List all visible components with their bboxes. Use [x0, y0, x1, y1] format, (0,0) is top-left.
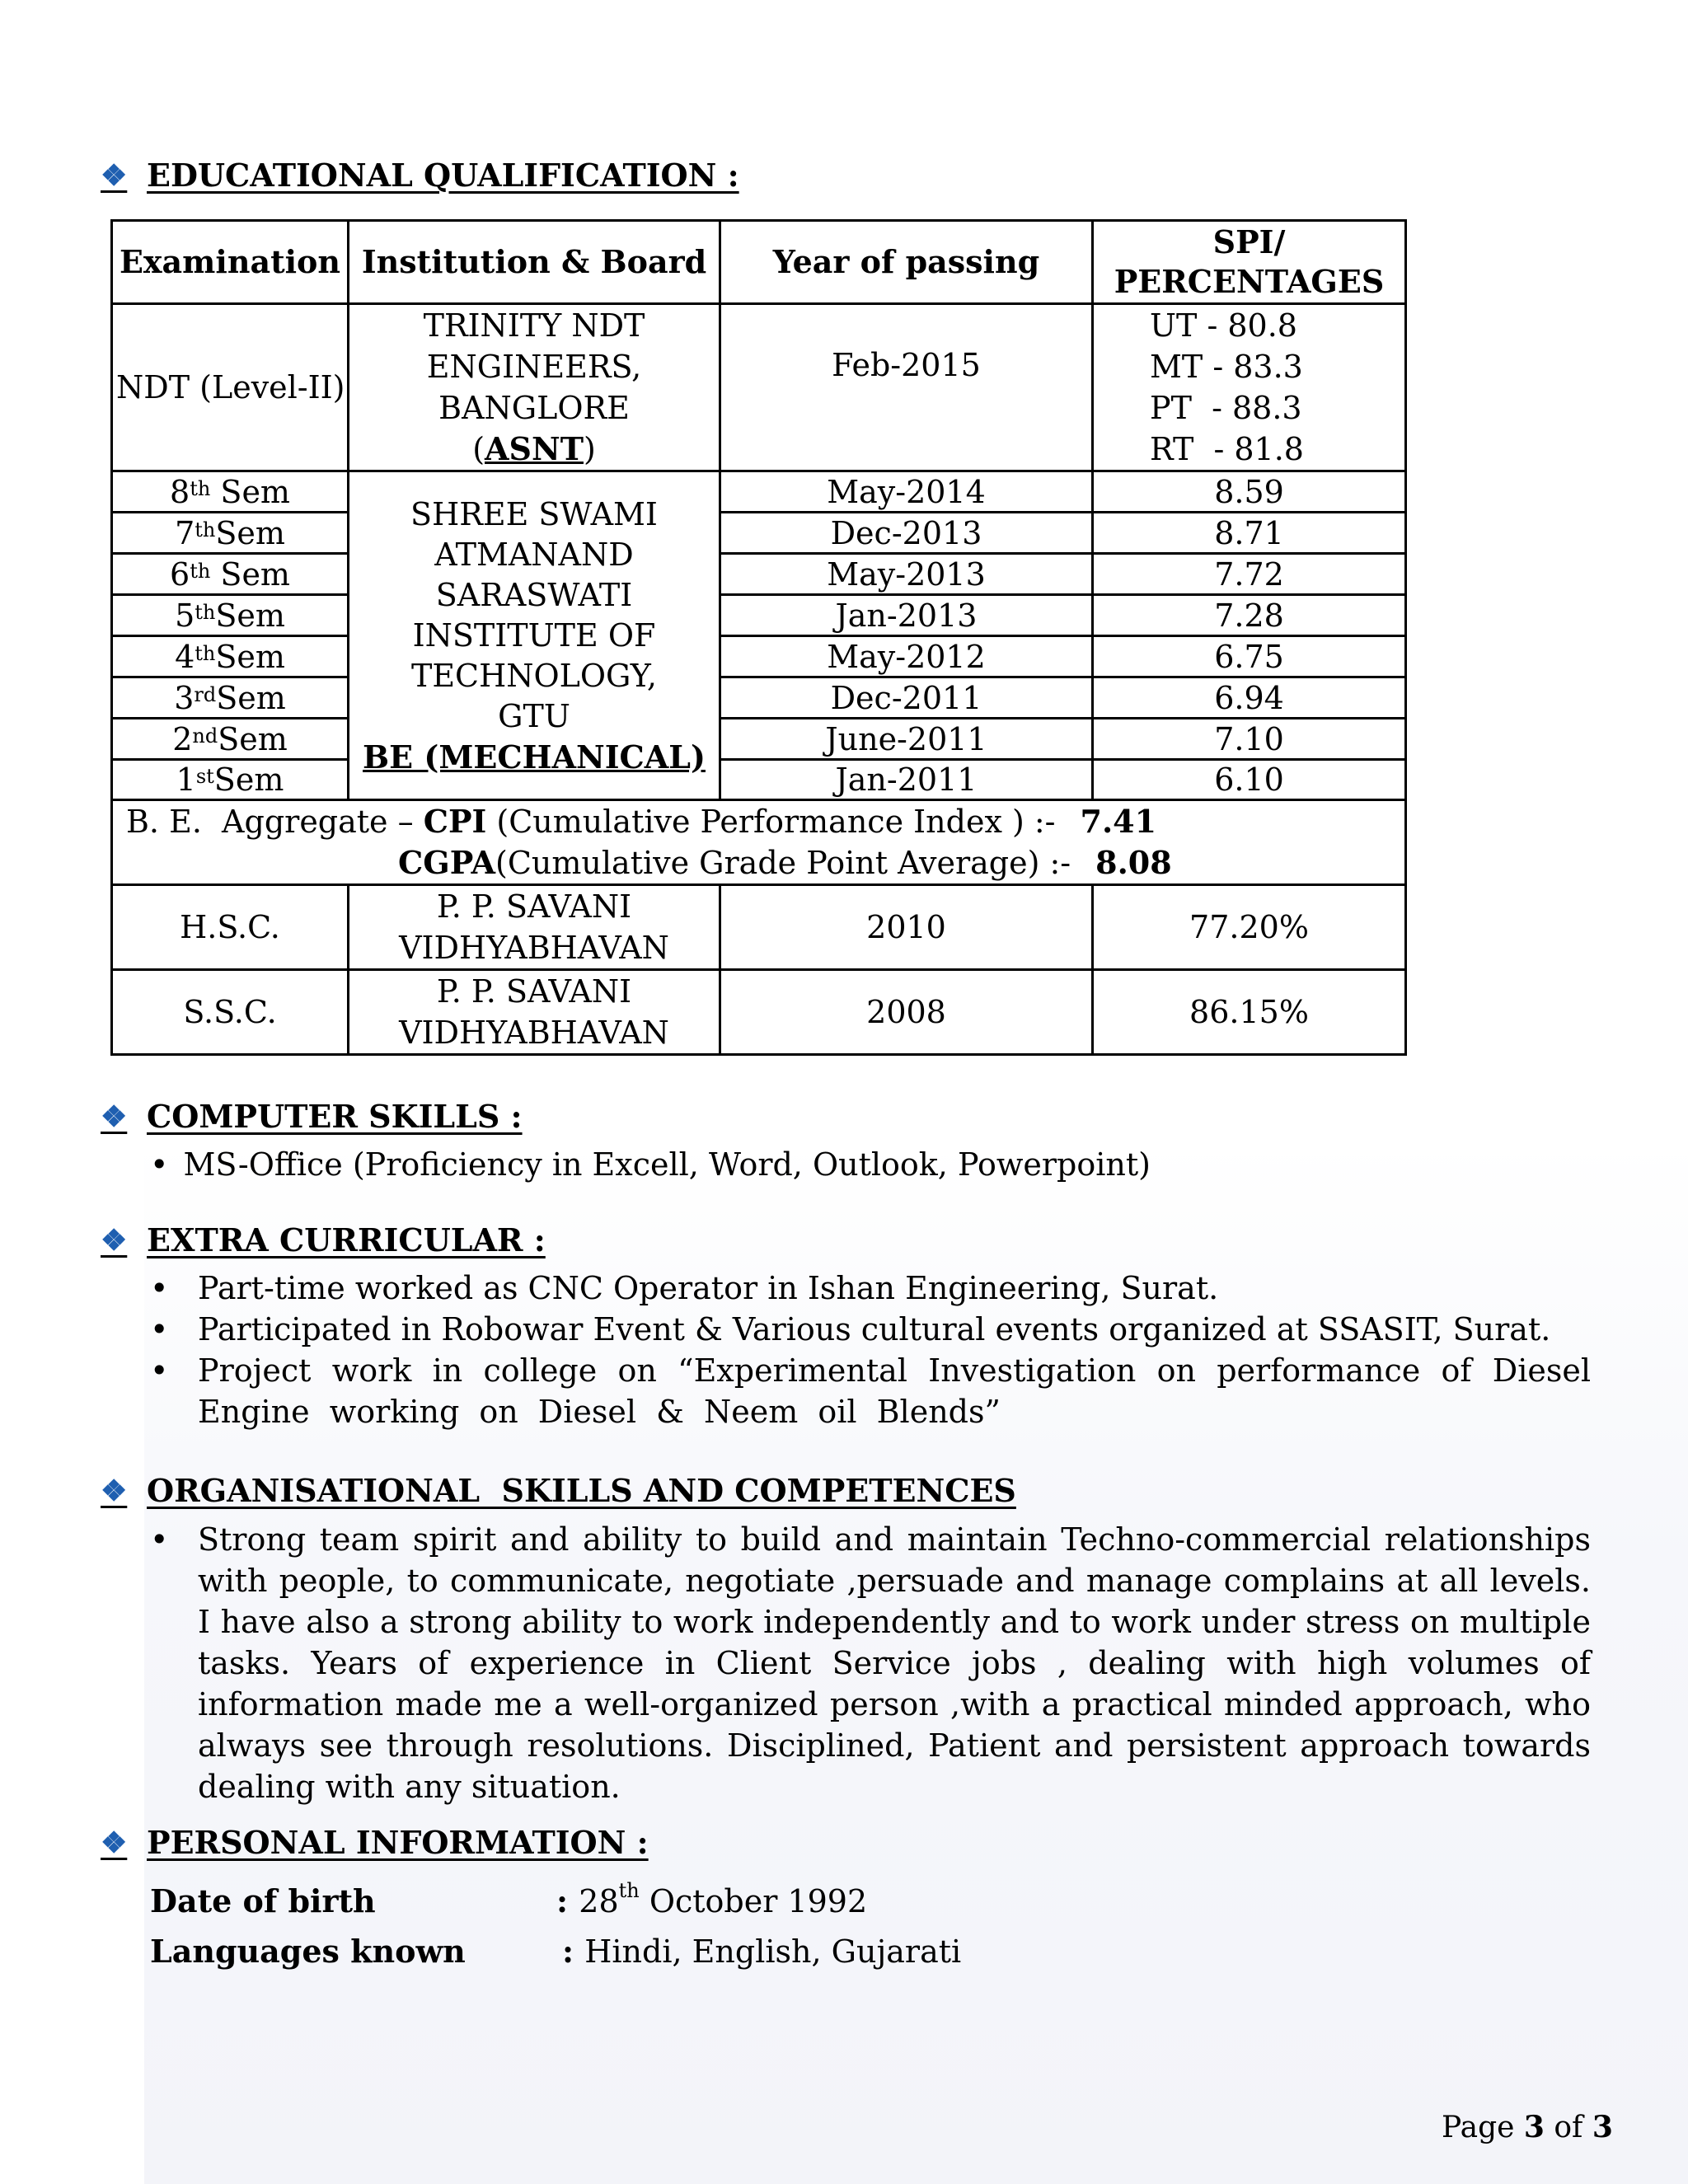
- sem-sup: nd: [192, 724, 218, 748]
- hsc-year: 2010: [720, 885, 1093, 970]
- sem-sup: th: [190, 559, 211, 583]
- semester-year: June-2011: [720, 719, 1093, 760]
- semester-exam: [112, 636, 349, 677]
- cpi-label: CPI: [423, 803, 487, 840]
- table-row: [112, 513, 1406, 554]
- diamond-bullet-icon: ❖: [101, 1825, 128, 1860]
- sem-sup: rd: [194, 682, 217, 706]
- cgpa-label: CGPA: [398, 844, 495, 881]
- languages-label: Languages known: [150, 1933, 466, 1970]
- dob-sep: :: [556, 1882, 579, 1919]
- extra-curricular-heading-text: EXTRA CURRICULAR :: [147, 1221, 546, 1258]
- computer-skill-text: MS-Office (Proficiency in Excell, Word, Outlook, Powerpoint): [183, 1146, 1151, 1183]
- ssc-score: 86.15%: [1093, 970, 1406, 1055]
- sem-inst-line: TECHNOLOGY,: [410, 657, 658, 694]
- ndt-score-ut: UT - 80.8: [1150, 307, 1297, 344]
- hsc-institution: [349, 885, 720, 970]
- ndt-inst-line: BANGLORE: [438, 390, 630, 426]
- sem-label: Sem: [213, 762, 284, 798]
- sem-label: Sem: [210, 473, 290, 510]
- semester-exam: [112, 513, 349, 554]
- sem-num: 5: [175, 597, 195, 634]
- semester-year: Jan-2011: [720, 760, 1093, 800]
- diamond-bullet-icon: ❖: [101, 1222, 128, 1258]
- table-row: [112, 554, 1406, 595]
- ndt-year-text: Feb-2015: [832, 347, 981, 383]
- hsc-score: 77.20%: [1093, 885, 1406, 970]
- table-row: [112, 636, 1406, 677]
- semester-year: Dec-2013: [720, 513, 1093, 554]
- header-spi: SPI/ PERCENTAGES: [1093, 221, 1406, 304]
- semester-year: May-2012: [720, 636, 1093, 677]
- sem-institution: [349, 471, 720, 800]
- ndt-score-pt: PT - 88.3: [1150, 390, 1302, 426]
- sem-label: Sem: [215, 514, 285, 551]
- computer-skills-heading-text: COMPUTER SKILLS :: [147, 1098, 523, 1135]
- languages-sep: :: [562, 1933, 585, 1970]
- semester-exam: [112, 677, 349, 719]
- sem-num: 3: [174, 679, 195, 716]
- semester-exam: [112, 471, 349, 513]
- sem-num: 8: [170, 473, 190, 510]
- semester-spi: 7.28: [1093, 595, 1406, 636]
- personal-heading: [101, 1824, 649, 1861]
- list-item: Strong team spirit and ability to build and maintain Techno-commercial relationships with people, to communicate, negotiate ,persuade and manage complains at all levels. I have also a strong ability to work independently and to work under stress on multiple tasks. Years of experience in Client Service jobs , dealing with high volumes of information made me a well-organized person ,with a practical minded approach, who always see through resolutions. Disciplined, Patient and persistent approach towards dealing with any situation.: [198, 1521, 1591, 1805]
- sem-inst-line: SHREE SWAMI: [410, 495, 658, 532]
- table-header-row: [112, 221, 1406, 304]
- personal-heading-text: PERSONAL INFORMATION :: [147, 1824, 649, 1861]
- cgpa-value: 8.08: [1095, 844, 1172, 881]
- ndt-year: [720, 304, 1093, 471]
- table-row: [112, 471, 1406, 513]
- cpi-value: 7.41: [1080, 803, 1157, 840]
- bullet-icon: •: [150, 1521, 169, 1558]
- cpi-text: (Cumulative Performance Index ) :-: [486, 804, 1056, 840]
- semester-year: Jan-2013: [720, 595, 1093, 636]
- table-row: [112, 760, 1406, 800]
- sem-num: 6: [170, 555, 190, 593]
- page-current: 3: [1523, 2110, 1545, 2144]
- ssc-exam: S.S.C.: [112, 970, 349, 1055]
- table-row-aggregate: [112, 800, 1406, 885]
- sem-label: Sem: [210, 555, 290, 593]
- semester-year: Dec-2011: [720, 677, 1093, 719]
- bullet-icon: •: [150, 1311, 169, 1347]
- education-heading-text: EDUCATIONAL QUALIFICATION :: [147, 157, 739, 194]
- ndt-board: (ASNT): [472, 430, 596, 467]
- table-row: [112, 677, 1406, 719]
- sem-label: Sem: [215, 638, 285, 675]
- page-total: 3: [1592, 2110, 1613, 2144]
- table-row: [112, 595, 1406, 636]
- sem-sup: th: [195, 518, 216, 541]
- list-item: Participated in Robowar Event & Various cultural events organized at SSASIT, Surat.: [198, 1311, 1551, 1347]
- sem-label: Sem: [215, 597, 285, 634]
- ndt-board-name: ASNT: [485, 430, 584, 467]
- aggregate-cpi-line: [126, 801, 1401, 842]
- sem-degree: BE (MECHANICAL): [363, 738, 706, 776]
- dob-rest: October 1992: [639, 1883, 868, 1919]
- sem-sup: th: [195, 600, 216, 624]
- ssc-inst-line: VIDHYABHAVAN: [399, 1015, 669, 1051]
- languages-text: Hindi, English, Gujarati: [584, 1933, 962, 1970]
- page-number: [1442, 2110, 1613, 2144]
- sem-sup: th: [190, 476, 211, 500]
- sem-num: 4: [175, 638, 195, 675]
- sem-num: 1: [176, 762, 196, 798]
- organisational-heading-text: ORGANISATIONAL SKILLS AND COMPETENCES: [147, 1472, 1016, 1509]
- sem-inst-line: INSTITUTE OF: [412, 616, 656, 654]
- dob-value: [556, 1879, 868, 1919]
- ndt-exam: NDT (Level-II): [112, 304, 349, 471]
- ndt-scores: [1093, 304, 1406, 471]
- semester-spi: 6.10: [1093, 760, 1406, 800]
- education-heading: [101, 157, 739, 194]
- sem-label: Sem: [216, 679, 286, 716]
- semester-rows: [112, 471, 1406, 800]
- bullet-icon: •: [150, 1270, 169, 1306]
- diamond-bullet-icon: ❖: [101, 1473, 128, 1508]
- semester-exam: [112, 760, 349, 800]
- header-institution: Institution & Board: [349, 221, 720, 304]
- hsc-exam: H.S.C.: [112, 885, 349, 970]
- table-row-ndt: [112, 304, 1406, 471]
- ssc-institution: [349, 970, 720, 1055]
- semester-year: May-2013: [720, 554, 1093, 595]
- page-prefix: Page: [1442, 2111, 1524, 2144]
- ndt-inst-line: ENGINEERS,: [426, 349, 642, 385]
- list-item: Project work in college on “Experimental Investigation on performance of Diesel Engine working on Diesel & Neem oil Blends”: [198, 1352, 1591, 1430]
- semester-exam: [112, 719, 349, 760]
- dob-day: 28: [579, 1883, 619, 1919]
- education-table: [110, 219, 1407, 1056]
- aggregate-prefix: B. E. Aggregate –: [126, 804, 424, 840]
- semester-exam: [112, 554, 349, 595]
- sem-inst-line: GTU: [498, 697, 570, 734]
- ndt-inst-line: TRINITY NDT: [423, 307, 645, 344]
- hsc-inst-line: P. P. SAVANI: [436, 888, 632, 925]
- cgpa-text: (Cumulative Grade Point Average) :-: [495, 845, 1071, 881]
- sem-num: 2: [172, 720, 193, 757]
- dob-sup: th: [618, 1879, 640, 1902]
- page-of: of: [1544, 2111, 1592, 2144]
- aggregate-cgpa-line: [126, 842, 1401, 883]
- semester-spi: 7.72: [1093, 554, 1406, 595]
- table-row-hsc: [112, 885, 1406, 970]
- sem-inst-line: ATMANAND: [434, 536, 634, 573]
- table-row: [112, 719, 1406, 760]
- ndt-institution: [349, 304, 720, 471]
- sem-label: Sem: [218, 720, 288, 757]
- languages-value: [562, 1933, 961, 1970]
- ssc-inst-line: P. P. SAVANI: [436, 973, 632, 1010]
- semester-exam: [112, 595, 349, 636]
- semester-spi: 7.10: [1093, 719, 1406, 760]
- sem-inst-line: SARASWATI: [435, 576, 633, 613]
- sem-sup: st: [195, 765, 214, 788]
- semester-spi: 6.94: [1093, 677, 1406, 719]
- ndt-score-rt: RT - 81.8: [1150, 431, 1304, 467]
- extra-curricular-heading: [101, 1221, 546, 1258]
- hsc-inst-line: VIDHYABHAVAN: [399, 930, 669, 966]
- computer-skills-heading: [101, 1098, 523, 1135]
- aggregate-cell: [112, 800, 1406, 885]
- diamond-bullet-icon: ❖: [101, 157, 128, 193]
- dob-label: Date of birth: [150, 1882, 376, 1919]
- table-row-ssc: [112, 970, 1406, 1055]
- diamond-bullet-icon: ❖: [101, 1099, 128, 1134]
- ndt-score-mt: MT - 83.3: [1150, 349, 1303, 385]
- semester-spi: 6.75: [1093, 636, 1406, 677]
- semester-spi: 8.59: [1093, 471, 1406, 513]
- sem-num: 7: [175, 514, 195, 551]
- semester-year: May-2014: [720, 471, 1093, 513]
- header-examination: Examination: [112, 221, 349, 304]
- header-year: Year of passing: [720, 221, 1093, 304]
- bullet-icon: •: [150, 1146, 169, 1183]
- organisational-heading: [101, 1472, 1016, 1509]
- ssc-year: 2008: [720, 970, 1093, 1055]
- sem-sup: th: [195, 641, 216, 665]
- list-item: [150, 1144, 1151, 1185]
- list-item: Part-time worked as CNC Operator in Ishan Engineering, Surat.: [198, 1270, 1219, 1306]
- semester-spi: 8.71: [1093, 513, 1406, 554]
- bullet-icon: •: [150, 1352, 169, 1389]
